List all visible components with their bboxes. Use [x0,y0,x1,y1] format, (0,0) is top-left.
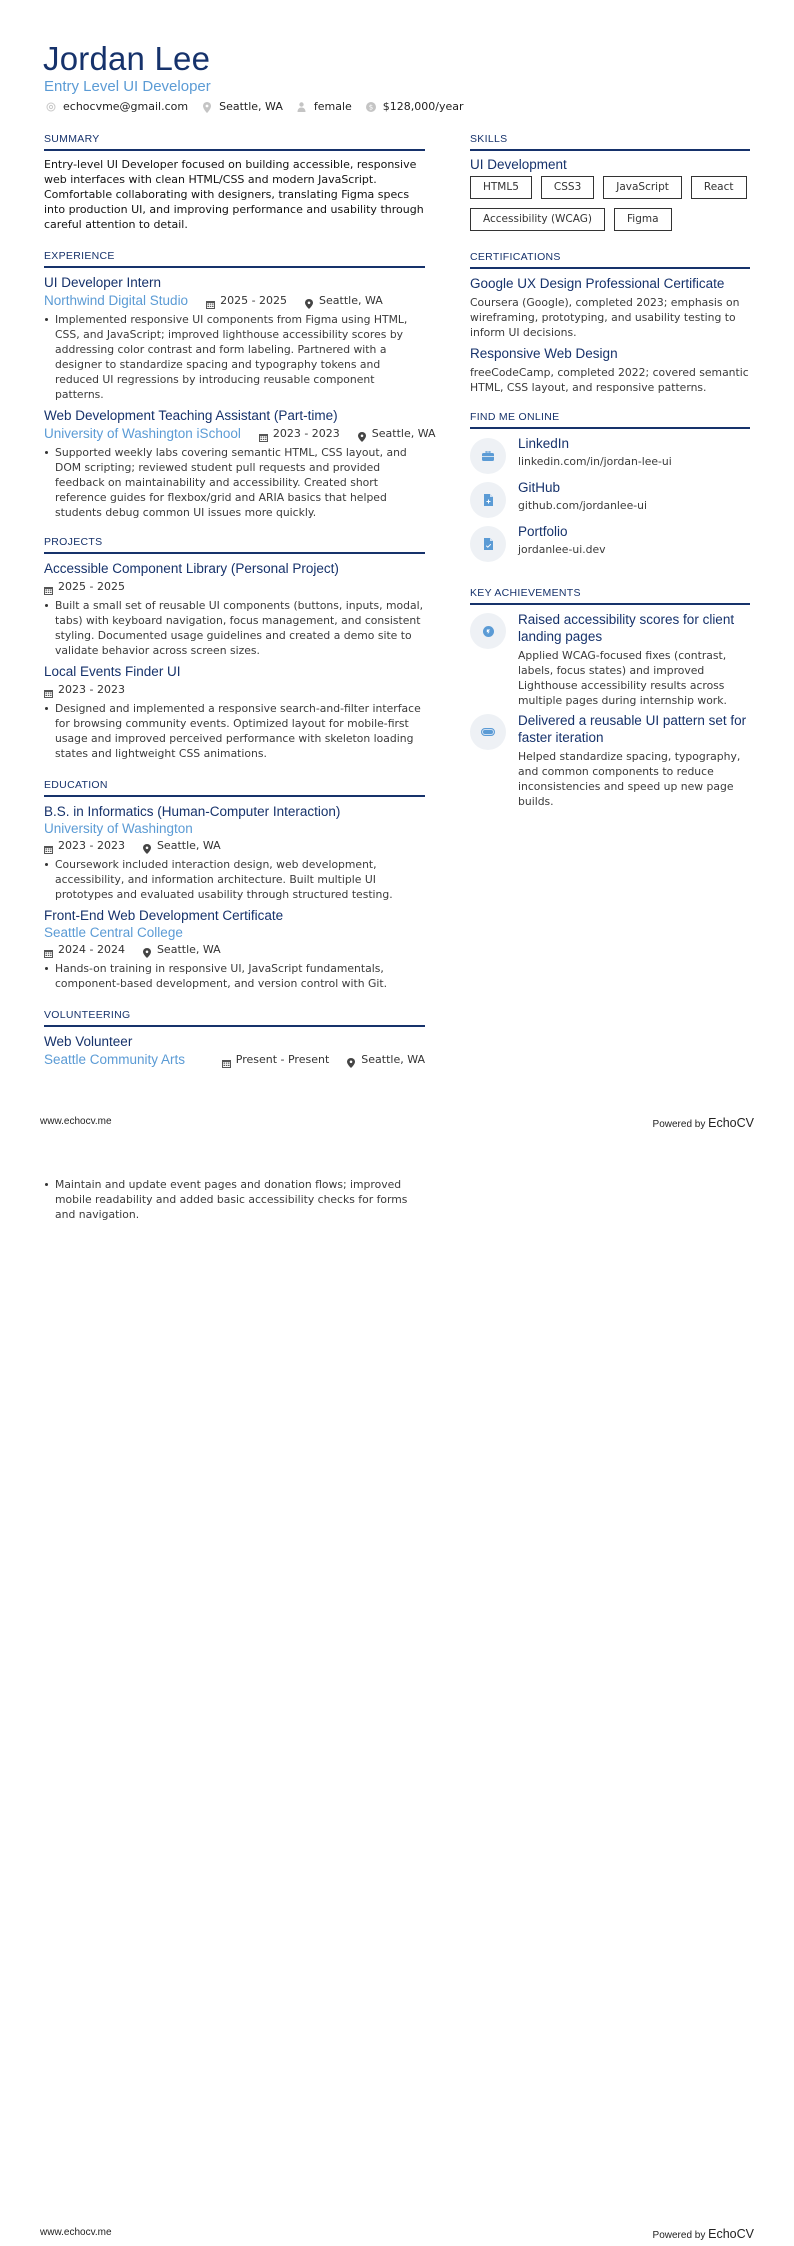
left-column [44,133,436,1083]
cert-description: Coursera (Google), completed 2023; emphasis on wireframing, prototyping, and usability testing to inform UI decisions. [470,296,740,339]
volunteering-section [44,1009,425,1069]
skill-tag: Accessibility (WCAG) [470,208,605,231]
cert-title: Responsive Web Design [470,346,618,361]
institution: University of Washington [44,821,193,836]
job-meta-row [44,425,436,443]
cert-description: freeCodeCamp, completed 2022; covered semantic HTML, CSS layout, and responsive patterns. [470,366,749,394]
job-location [305,292,383,310]
achievement-text [518,611,750,708]
job-dates-text: 2025 - 2025 [220,294,288,307]
left-column-continued [44,1175,425,1222]
skill-tag: HTML5 [470,176,532,199]
volunteer-meta-row [44,1051,425,1069]
achievement-text [518,712,750,809]
education-heading: EDUCATION [44,779,425,797]
summary-section [44,133,425,232]
location-pin-icon [143,842,152,851]
job-dates-text: 2023 - 2023 [272,427,340,440]
achievements-heading: KEY ACHIEVEMENTS [470,587,750,605]
project-title: Local Events Finder UI [44,664,181,679]
candidate-title: Entry Level UI Developer [44,78,211,95]
skill-category: UI Development [470,157,567,172]
job-bullets [44,445,425,520]
achievement-description: Applied WCAG-focused fixes (contrast, labels, focus states) and improved Lighthouse accessibility results across multiple pages during internship work. [518,649,727,707]
briefcase-icon [470,438,506,474]
project-entry [44,560,425,658]
file-check-icon [470,526,506,562]
project-entry [44,663,425,761]
education-bullets [44,961,425,991]
location-pin-icon [202,102,212,112]
experience-entry [44,274,425,402]
online-title: Portfolio [518,524,568,539]
education-dates-text: 2024 - 2024 [58,943,125,956]
calendar-icon [44,583,53,592]
project-meta-row [44,578,425,596]
education-dates [44,837,125,855]
job-bullets [44,312,425,402]
education-entry [44,907,425,991]
bullet-item: Designed and implemented a responsive search-and-filter interface for browsing community events. Optimized layout for mobile-first usage and improved perceived performance with skeleton loading states and lightweight CSS animations. [44,701,425,761]
degree-title: B.S. in Informatics (Human-Computer Interaction) [44,804,341,819]
achievement-description: Helped standardize spacing, typography, and common components to reduce inconsistencies and speed up new page builds. [518,750,741,808]
calendar-icon [44,842,53,851]
skill-tags [470,176,750,231]
bullet-item: Coursework included interaction design, web development, accessibility, and information architecture. Built multiple UI prototypes and evaluated usability through structured testing. [44,857,425,902]
employer: University of Washington iSchool [44,426,241,441]
experience-entry [44,407,436,520]
online-url[interactable]: jordanlee-ui.dev [518,543,606,556]
online-text [518,435,672,471]
project-dates-text: 2025 - 2025 [58,580,125,593]
online-text [518,523,606,559]
contact-row [46,100,478,113]
project-dates-text: 2023 - 2023 [58,683,125,696]
bullet-item: Maintain and update event pages and donation flows; improved mobile readability and added basic accessibility checks for forms and navigation. [44,1177,425,1222]
projects-heading: PROJECTS [44,536,425,554]
footer-website[interactable]: www.echocv.me [40,1116,112,1127]
footer-brand[interactable]: EchoCV [708,2227,754,2241]
person-icon [297,102,307,112]
achievement-item [470,712,750,809]
experience-section [44,250,436,520]
dollar-icon [366,102,376,112]
contact-salary-text: $128,000/year [382,100,464,113]
footer-brand[interactable]: EchoCV [708,1116,754,1130]
location-pin-icon [358,430,367,439]
online-item-portfolio[interactable] [470,523,750,567]
resume-page-2 [0,1123,794,2246]
project-title: Accessible Component Library (Personal Project) [44,561,339,576]
bullet-item: Implemented responsive UI components from Figma using HTML, CSS, and JavaScript; improved lighthouse accessibility scores by addressing color contrast and form labeling. Partnered with a designer to standardize spacing and typography tokens and reduced UI regressions by introducing reusable component patterns. [44,312,425,402]
candidate-name: Jordan Lee [43,40,211,77]
achievement-title: Raised accessibility scores for client landing pages [518,612,735,644]
education-meta-row [44,941,425,959]
bullet-item: Supported weekly labs covering semantic HTML, CSS layout, and DOM scripting; reviewed student pull requests and provided feedback on maintainability and accessibility. Created short reference guides for flexbox/grid and ARIA basics that helped students debug common UI issues more quickly. [44,445,425,520]
job-location [358,425,436,443]
education-section [44,779,425,991]
job-dates [206,292,287,310]
calendar-icon [222,1056,231,1065]
calendar-icon [259,430,268,439]
contact-gender-text: female [313,100,352,113]
calendar-icon [44,686,53,695]
skill-tag: Figma [614,208,672,231]
project-bullets [44,598,425,658]
contact-email[interactable] [46,100,188,113]
job-meta-row [44,292,425,310]
online-section [470,411,750,567]
education-location [143,837,221,855]
powered-by-label: Powered by [652,1119,706,1130]
achievement-title: Delivered a reusable UI pattern set for faster iteration [518,713,747,745]
calendar-icon [206,297,215,306]
volunteer-dates [222,1051,330,1069]
achievements-section [470,587,750,809]
project-meta-row [44,681,425,699]
job-location-text: Seattle, WA [319,294,383,307]
certifications-section [470,251,750,395]
education-location [143,941,221,959]
badge-icon [470,613,506,649]
right-column [470,133,750,823]
experience-heading: EXPERIENCE [44,250,425,268]
bullet-item: Built a small set of reusable UI components (buttons, inputs, modal, tabs) with keyboard navigation, focus management, and consistent styling. Documented usage guidelines and created a demo site to validate behavior across screen sizes. [44,598,425,658]
volunteer-org: Seattle Community Arts [44,1052,186,1067]
skill-tag: CSS3 [541,176,594,199]
page-footer [0,2227,794,2241]
contact-location-text: Seattle, WA [219,100,283,113]
education-meta-row [44,837,425,855]
location-pin-icon [305,297,314,306]
volunteer-bullets [44,1177,425,1222]
online-item-github[interactable] [470,479,750,523]
online-url[interactable]: linkedin.com/in/jordan-lee-ui [518,455,672,468]
svg-text:$: $ [368,103,373,112]
location-pin-icon [347,1056,356,1065]
achievement-item [470,611,750,708]
degree-title: Front-End Web Development Certificate [44,908,284,923]
online-url[interactable]: github.com/jordanlee-ui [518,499,647,512]
online-item-linkedin[interactable] [470,435,750,479]
footer-powered-by [653,2227,754,2241]
calendar-icon [44,946,53,955]
online-heading: FIND ME ONLINE [470,411,750,429]
online-text [518,479,647,515]
at-icon [46,102,56,112]
file-plus-icon [470,482,506,518]
skill-tag: JavaScript [603,176,682,199]
education-location-text: Seattle, WA [156,943,221,956]
job-title: UI Developer Intern [44,275,162,290]
footer-website[interactable]: www.echocv.me [40,2227,112,2238]
contact-gender [297,100,352,113]
volunteering-heading: VOLUNTEERING [44,1009,425,1027]
toggle-icon [470,714,506,750]
location-pin-icon [143,946,152,955]
volunteer-location-text: Seattle, WA [361,1053,425,1066]
cert-title: Google UX Design Professional Certificate [470,276,725,291]
online-title: LinkedIn [518,436,570,451]
summary-text: Entry-level UI Developer focused on building accessible, responsive web interfaces with clean HTML/CSS and modern JavaScript. Comfortable collaborating with designers, translating Figma specs into production UI, and improving performance and usability through careful attention to detail. [44,158,424,231]
project-dates [44,578,125,596]
education-entry [44,803,425,902]
contact-salary [366,100,464,113]
skills-section [470,133,750,231]
education-bullets [44,857,425,902]
projects-section [44,536,425,761]
summary-heading: SUMMARY [44,133,425,151]
job-location-text: Seattle, WA [371,427,436,440]
education-dates [44,941,125,959]
certifications-heading: CERTIFICATIONS [470,251,750,269]
volunteer-entry [44,1033,425,1069]
volunteer-location [347,1051,425,1069]
skill-tag: React [691,176,747,199]
contact-location [202,100,283,113]
powered-by-label: Powered by [652,2230,706,2241]
employer: Northwind Digital Studio [44,293,189,308]
online-title: GitHub [518,480,561,495]
project-bullets [44,701,425,761]
education-dates-text: 2023 - 2023 [58,839,125,852]
institution: Seattle Central College [44,925,183,940]
volunteer-dates-text: Present - Present [235,1053,330,1066]
education-location-text: Seattle, WA [156,839,221,852]
skills-heading: SKILLS [470,133,750,151]
volunteer-role: Web Volunteer [44,1034,133,1049]
job-dates [259,425,340,443]
project-dates [44,681,125,699]
bullet-item: Hands-on training in responsive UI, JavaScript fundamentals, component-based development, and version control with Git. [44,961,425,991]
contact-email-text: echocvme@gmail.com [63,100,189,113]
job-title: Web Development Teaching Assistant (Part-time) [44,408,338,423]
